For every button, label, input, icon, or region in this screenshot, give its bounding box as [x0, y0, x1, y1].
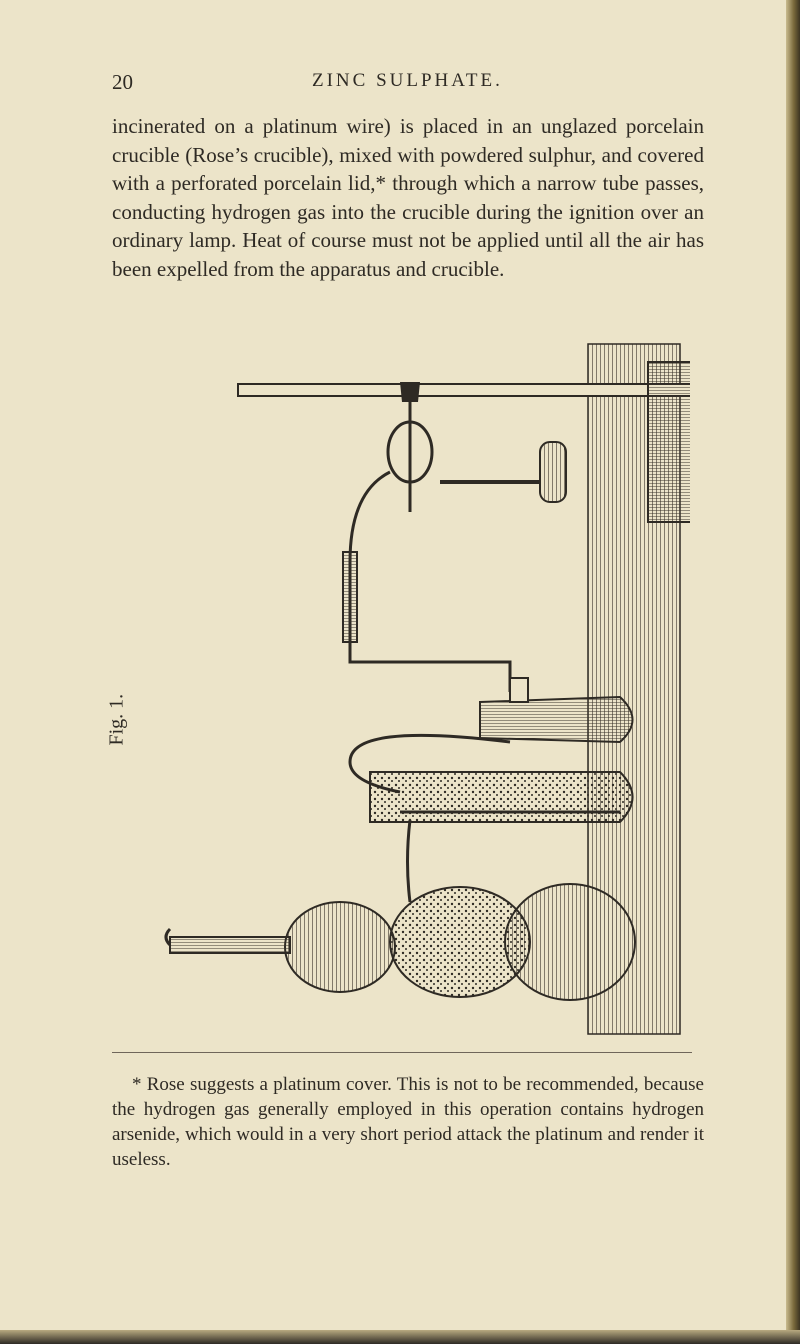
drying-tube-lower: [370, 772, 633, 822]
footnote-text: Rose suggests a platinum cover. This is not to be recommended, because the hydrogen gas generally employed in this operation contains hydrogen arsenide, which would in a very short period attack the platinum and render it useless.: [112, 1074, 704, 1170]
page-number: 20: [112, 70, 133, 94]
kipp-apparatus: [166, 884, 635, 1000]
footnote-rule: [112, 1052, 692, 1053]
body-paragraph: incinerated on a platinum wire) is placed in an unglazed porcelain crucible (Rose’s crucible), mixed with powdered sulphur, and covered with a perforated porcelain lid,* through which a narrow tube passes, conducting hydrogen gas into the crucible during the ignition over an ordinary lamp. Heat of course must not be applied until all the air has been expelled from the apparatus and crucible.: [112, 114, 704, 281]
running-head: [112, 70, 732, 100]
page-bottom-edge: [0, 1330, 800, 1344]
running-title: ZINC SULPHATE.: [312, 70, 503, 91]
footnote: [112, 1072, 704, 1172]
figure-label-text: Fig. 1.: [105, 693, 128, 746]
footnote-marker: *: [132, 1074, 142, 1095]
gas-tube: [343, 472, 620, 902]
page-edge: [786, 0, 800, 1344]
apparatus-illustration: [100, 342, 690, 1042]
